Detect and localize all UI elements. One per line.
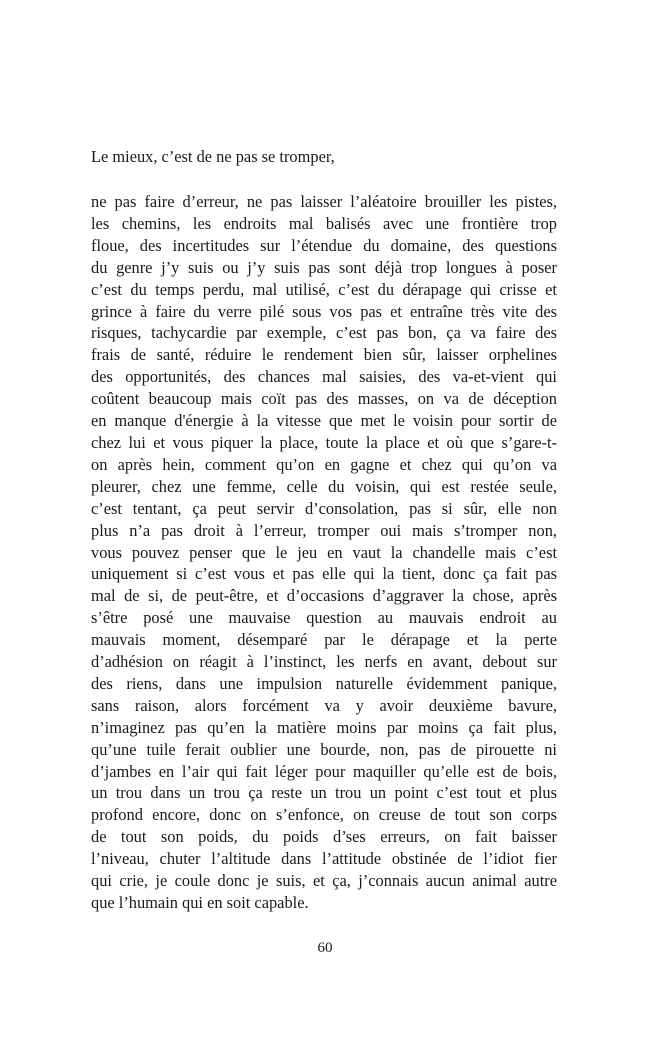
paragraph-line: qui crie, je coule donc je suis, et ça, j’connais aucun animal autre xyxy=(91,871,557,891)
paragraph-line: en manque d'énergie à la vitesse que met le voisin pour sortir de xyxy=(91,411,557,431)
paragraph-line: chez lui et vous piquer la place, toute la place et où que s’gare-t- xyxy=(91,432,557,452)
paragraph-line: floue, des incertitudes sur l’étendue du domaine, des questions xyxy=(91,235,557,255)
paragraph-line: sans raison, alors forcément va y avoir deuxième bavure, xyxy=(91,695,557,715)
paragraph-line: s’être posé une mauvaise question au mauvais endroit au xyxy=(91,608,557,628)
paragraph-line-last: que l’humain qui en soit capable. xyxy=(91,893,309,912)
body-paragraph xyxy=(91,191,557,914)
paragraph-line: mauvais moment, désemparé par le dérapage et la perte xyxy=(91,630,557,650)
paragraph-line: un trou dans un trou ça reste un trou un point c’est tout et plus xyxy=(91,783,557,803)
paragraph-line: coûtent beaucoup mais coït pas des masses, on va de déception xyxy=(91,389,557,409)
paragraph-line: frais de santé, réduire le rendement bien sûr, laisser orphelines xyxy=(91,345,557,365)
paragraph-line: qu’une tuile ferait oublier une bourde, non, pas de pirouette ni xyxy=(91,739,557,759)
page-number: 60 xyxy=(317,940,333,956)
paragraph-line: risques, tachycardie par exemple, c’est pas bon, ça va faire des xyxy=(91,323,557,343)
paragraph-line: profond encore, donc on s’enfonce, on creuse de tout son corps xyxy=(91,805,557,825)
paragraph-line: de tout son poids, du poids d’ses erreurs, on fait baisser xyxy=(91,827,557,847)
opening-line: Le mieux, c’est de ne pas se tromper, xyxy=(91,147,335,166)
paragraph-line: on après hein, comment qu’on en gagne et chez qui qu’on va xyxy=(91,454,557,474)
paragraph-line: d’adhésion on réagit à l’instinct, les nerfs en avant, debout sur xyxy=(91,652,557,672)
paragraph-line: plus n’a pas droit à l’erreur, tromper oui mais s’tromper non, xyxy=(91,520,557,540)
paragraph-line: ne pas faire d’erreur, ne pas laisser l’aléatoire brouiller les pistes, xyxy=(91,192,557,211)
paragraph-line: mal de si, de peut-être, et d’occasions d’aggraver la chose, après xyxy=(91,586,557,606)
paragraph-line: vous pouvez penser que le jeu en vaut la chandelle mais c’est xyxy=(91,542,557,562)
paragraph-line: grince à faire du verre pilé sous vos pas et entraîne très vite des xyxy=(91,301,557,321)
paragraph-line: uniquement si c’est vous et pas elle qui la tient, donc ça fait pas xyxy=(91,564,557,584)
paragraph-line: d’jambes en l’air qui fait léger pour maquiller qu’elle est de bois, xyxy=(91,761,557,781)
paragraph-line: c’est du temps perdu, mal utilisé, c’est du dérapage qui crisse et xyxy=(91,279,557,299)
paragraph-line: c’est tentant, ça peut servir d’consolation, pas si sûr, elle non xyxy=(91,498,557,518)
paragraph-line: les chemins, les endroits mal balisés avec une frontière trop xyxy=(91,213,557,233)
paragraph-line: du genre j’y suis ou j’y suis pas sont déjà trop longues à poser xyxy=(91,257,557,277)
paragraph-line: l’niveau, chuter l’altitude dans l’attitude obstinée de l’idiot fier xyxy=(91,849,557,869)
paragraph-line: pleurer, chez une femme, celle du voisin, qui est restée seule, xyxy=(91,476,557,496)
paragraph-line: des opportunités, des chances mal saisies, des va-et-vient qui xyxy=(91,367,557,387)
paragraph-line: n’imaginez pas qu’en la matière moins par moins ça fait plus, xyxy=(91,717,557,737)
paragraph-line: des riens, dans une impulsion naturelle évidemment panique, xyxy=(91,673,557,693)
